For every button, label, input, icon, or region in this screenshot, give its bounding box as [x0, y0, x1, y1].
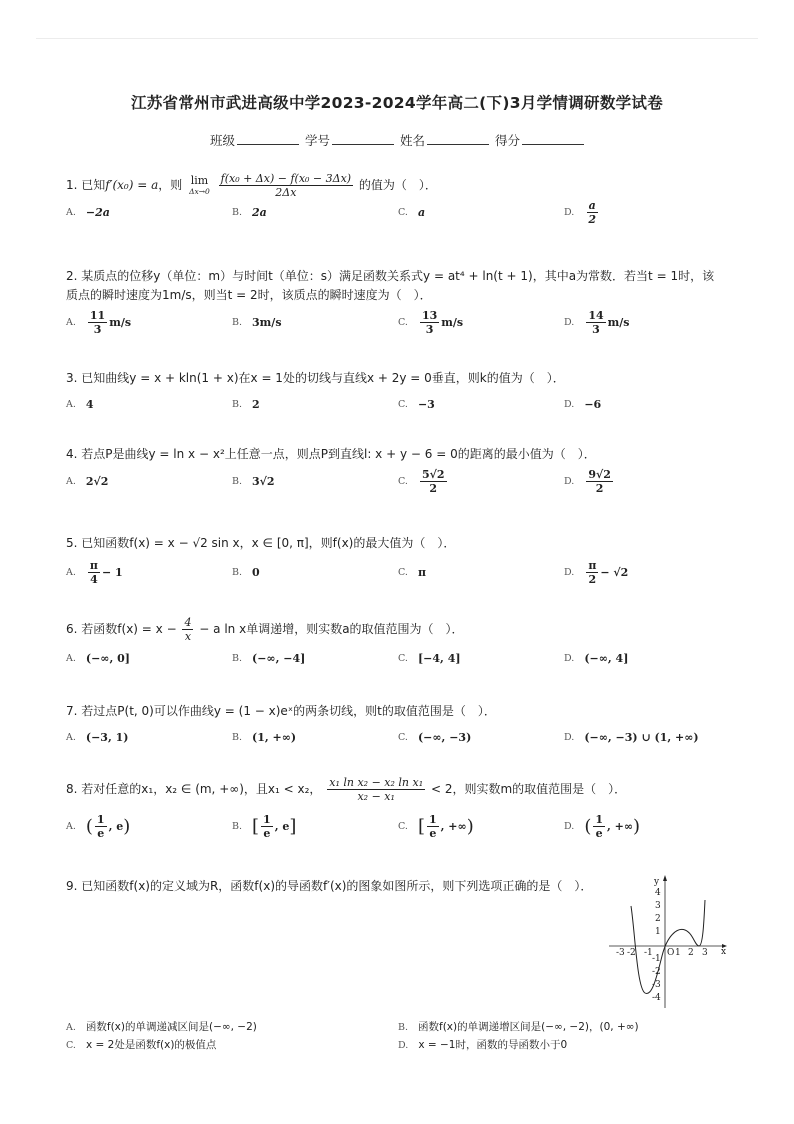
question-6: [66, 616, 736, 671]
x-tick-label: -1: [644, 948, 653, 958]
option-a[interactable]: A. 4: [66, 397, 94, 411]
option-d[interactable]: D. $\frac{a}{2}$: [564, 198, 596, 226]
student-id-field[interactable]: 学号: [305, 131, 394, 149]
option-d[interactable]: D. −6: [564, 397, 602, 411]
y-tick-label: -3: [652, 980, 661, 990]
option-d[interactable]: D. $\frac{14}{3}$ m/s: [564, 308, 630, 336]
question-7-stem: 7. 若过点P(t, 0)可以作曲线y = (1 − x)eˣ的两条切线，则t的取值范围是（ ）．: [66, 704, 496, 718]
y-axis-label: y: [654, 877, 660, 887]
question-2: [66, 267, 736, 335]
top-divider: [36, 38, 758, 39]
question-5: [66, 534, 736, 585]
x-tick-label: 2: [688, 948, 694, 958]
option-a[interactable]: A. ( $\frac{1}{e}$ , e ): [66, 812, 131, 840]
question-8-stem: 8. 若对任意的x₁，x₂ ∈ (m, +∞)，且x₁ < x₂， $\frac{\text{x₁ ln x₂ − x₂ ln x₁}}{\text{x₂ − x₁}}$ < 2，则实数m的取值范围是（ ）．: [66, 776, 627, 803]
score-field[interactable]: 得分: [495, 131, 584, 149]
option-c[interactable]: C. [ $\frac{1}{e}$ , +∞ ): [398, 812, 474, 840]
option-a[interactable]: A. (−3, 1): [66, 730, 129, 744]
name-field[interactable]: 姓名: [400, 131, 489, 149]
option-b[interactable]: B. 0: [232, 565, 260, 579]
question-7: [66, 702, 736, 750]
option-d[interactable]: D. $\frac{9√2}{2}$: [564, 467, 611, 495]
y-tick-label: 3: [655, 901, 661, 911]
option-c[interactable]: C. x = 2处是函数f(x)的极值点: [66, 1039, 217, 1051]
y-arrow-icon: [663, 875, 667, 881]
option-c[interactable]: C. [−4, 4]: [398, 651, 461, 665]
option-c[interactable]: C. (−∞, −3): [398, 730, 472, 744]
option-a[interactable]: A. −2a: [66, 205, 110, 219]
question-6-stem: 6. 若函数f(x) = x − $\frac{4}{x}$ − a ln x单调递增，则实数a的取值范围为（ ）．: [66, 616, 464, 643]
y-tick-label: 1: [655, 927, 661, 937]
y-tick-label: -4: [652, 993, 661, 1003]
x-tick-label: -3: [616, 948, 625, 958]
question-1-fraction: $\frac{\text{f(x₀ + Δx) − f(x₀ − 3Δx)}}{2\Delta x}$: [220, 172, 352, 199]
y-tick-label: -2: [652, 967, 661, 977]
student-info-row: [0, 131, 794, 149]
option-b[interactable]: B. 3m/s: [232, 315, 282, 329]
option-b[interactable]: B. 3√2: [232, 474, 275, 488]
y-tick-label: 4: [655, 888, 661, 898]
derivative-graph: [607, 872, 732, 1012]
question-3: [66, 369, 736, 417]
class-field[interactable]: 班级: [210, 131, 299, 149]
option-b[interactable]: B. 2: [232, 397, 260, 411]
option-d[interactable]: D. (−∞, 4]: [564, 651, 629, 665]
limit-symbol: lim Δx→0: [189, 174, 210, 196]
option-b[interactable]: B. 函数f(x)的单调递增区间是(−∞, −2)，(0, +∞): [398, 1021, 639, 1033]
y-tick-label: 2: [655, 914, 661, 924]
option-d[interactable]: D. $\frac{\pi}{2}$ − √2: [564, 558, 629, 586]
option-c[interactable]: C. π: [398, 565, 427, 579]
question-1: [66, 172, 736, 225]
question-9: [66, 877, 606, 896]
option-d[interactable]: D. (−∞, −3) ∪ (1, +∞): [564, 730, 699, 744]
question-3-stem: 3. 已知曲线y = x + kln(1 + x)在x = 1处的切线与直线x + 2y = 0垂直，则k的值为（ ）．: [66, 371, 565, 385]
option-d[interactable]: D. x = −1时，函数的导函数小于0: [398, 1039, 568, 1051]
question-9-stem: 9. 已知函数f(x)的定义域为R，函数f(x)的导函数f′(x)的图象如图所示，则下列选项正确的是（ ）．: [66, 879, 593, 893]
derivative-curve: [631, 900, 705, 993]
option-a[interactable]: A. 函数f(x)的单调递减区间是(−∞, −2): [66, 1021, 257, 1033]
option-a[interactable]: A. $\frac{11}{3}$ m/s: [66, 308, 132, 336]
question-8: [66, 776, 736, 839]
option-a[interactable]: A. $\frac{\pi}{4}$ − 1: [66, 558, 123, 586]
y-tick-label: -1: [652, 954, 661, 964]
option-b[interactable]: B. 2a: [232, 205, 267, 219]
option-d[interactable]: D. ( $\frac{1}{e}$ , +∞ ): [564, 812, 641, 840]
question-1-stem: 1. 已知f′(x₀) = a，则 lim Δx→0 $\frac{\text{f(x₀ + Δx) − f(x₀ − 3Δx)}}{2\Delta x}$ 的值为（ ）．: [66, 172, 437, 199]
origin-label: O: [667, 948, 675, 958]
page-title: 江苏省常州市武进高级中学2023-2024学年高二(下)3月学情调研数学试卷: [130, 94, 664, 112]
option-a[interactable]: A. (−∞, 0]: [66, 651, 130, 665]
question-4-stem: 4. 若点P是曲线y = ln x − x²上任意一点，则点P到直线l: x + y − 6 = 0的距离的最小值为（ ）．: [66, 447, 596, 461]
option-b[interactable]: B. [ $\frac{1}{e}$ , e ]: [232, 812, 297, 840]
x-axis-label: x: [721, 947, 727, 957]
question-9-options: [66, 1018, 706, 1054]
x-tick-label: -2: [627, 948, 636, 958]
question-4: [66, 445, 736, 494]
option-b[interactable]: B. (1, +∞): [232, 730, 297, 744]
x-tick-label: 3: [702, 948, 708, 958]
option-c[interactable]: C. $\frac{5√2}{2}$: [398, 467, 445, 495]
x-tick-label: 1: [675, 948, 681, 958]
option-b[interactable]: B. (−∞, −4]: [232, 651, 306, 665]
option-c[interactable]: C. a: [398, 205, 426, 219]
option-c[interactable]: C. −3: [398, 397, 435, 411]
question-5-stem: 5. 已知函数f(x) = x − √2 sin x，x ∈ [0, π]，则f(x)的最大值为（ ）．: [66, 536, 456, 550]
option-a[interactable]: A. 2√2: [66, 474, 109, 488]
question-2-stem: 2. 某质点的位移y（单位：m）与时间t（单位：s）满足函数关系式y = at⁴ + ln(t + 1)，其中a为常数．若当t = 1时，该质点的瞬时速度为1m/s，则当t = 2时，该质点的瞬时速度为（ ）．: [66, 269, 715, 302]
option-c[interactable]: C. $\frac{13}{3}$ m/s: [398, 308, 464, 336]
